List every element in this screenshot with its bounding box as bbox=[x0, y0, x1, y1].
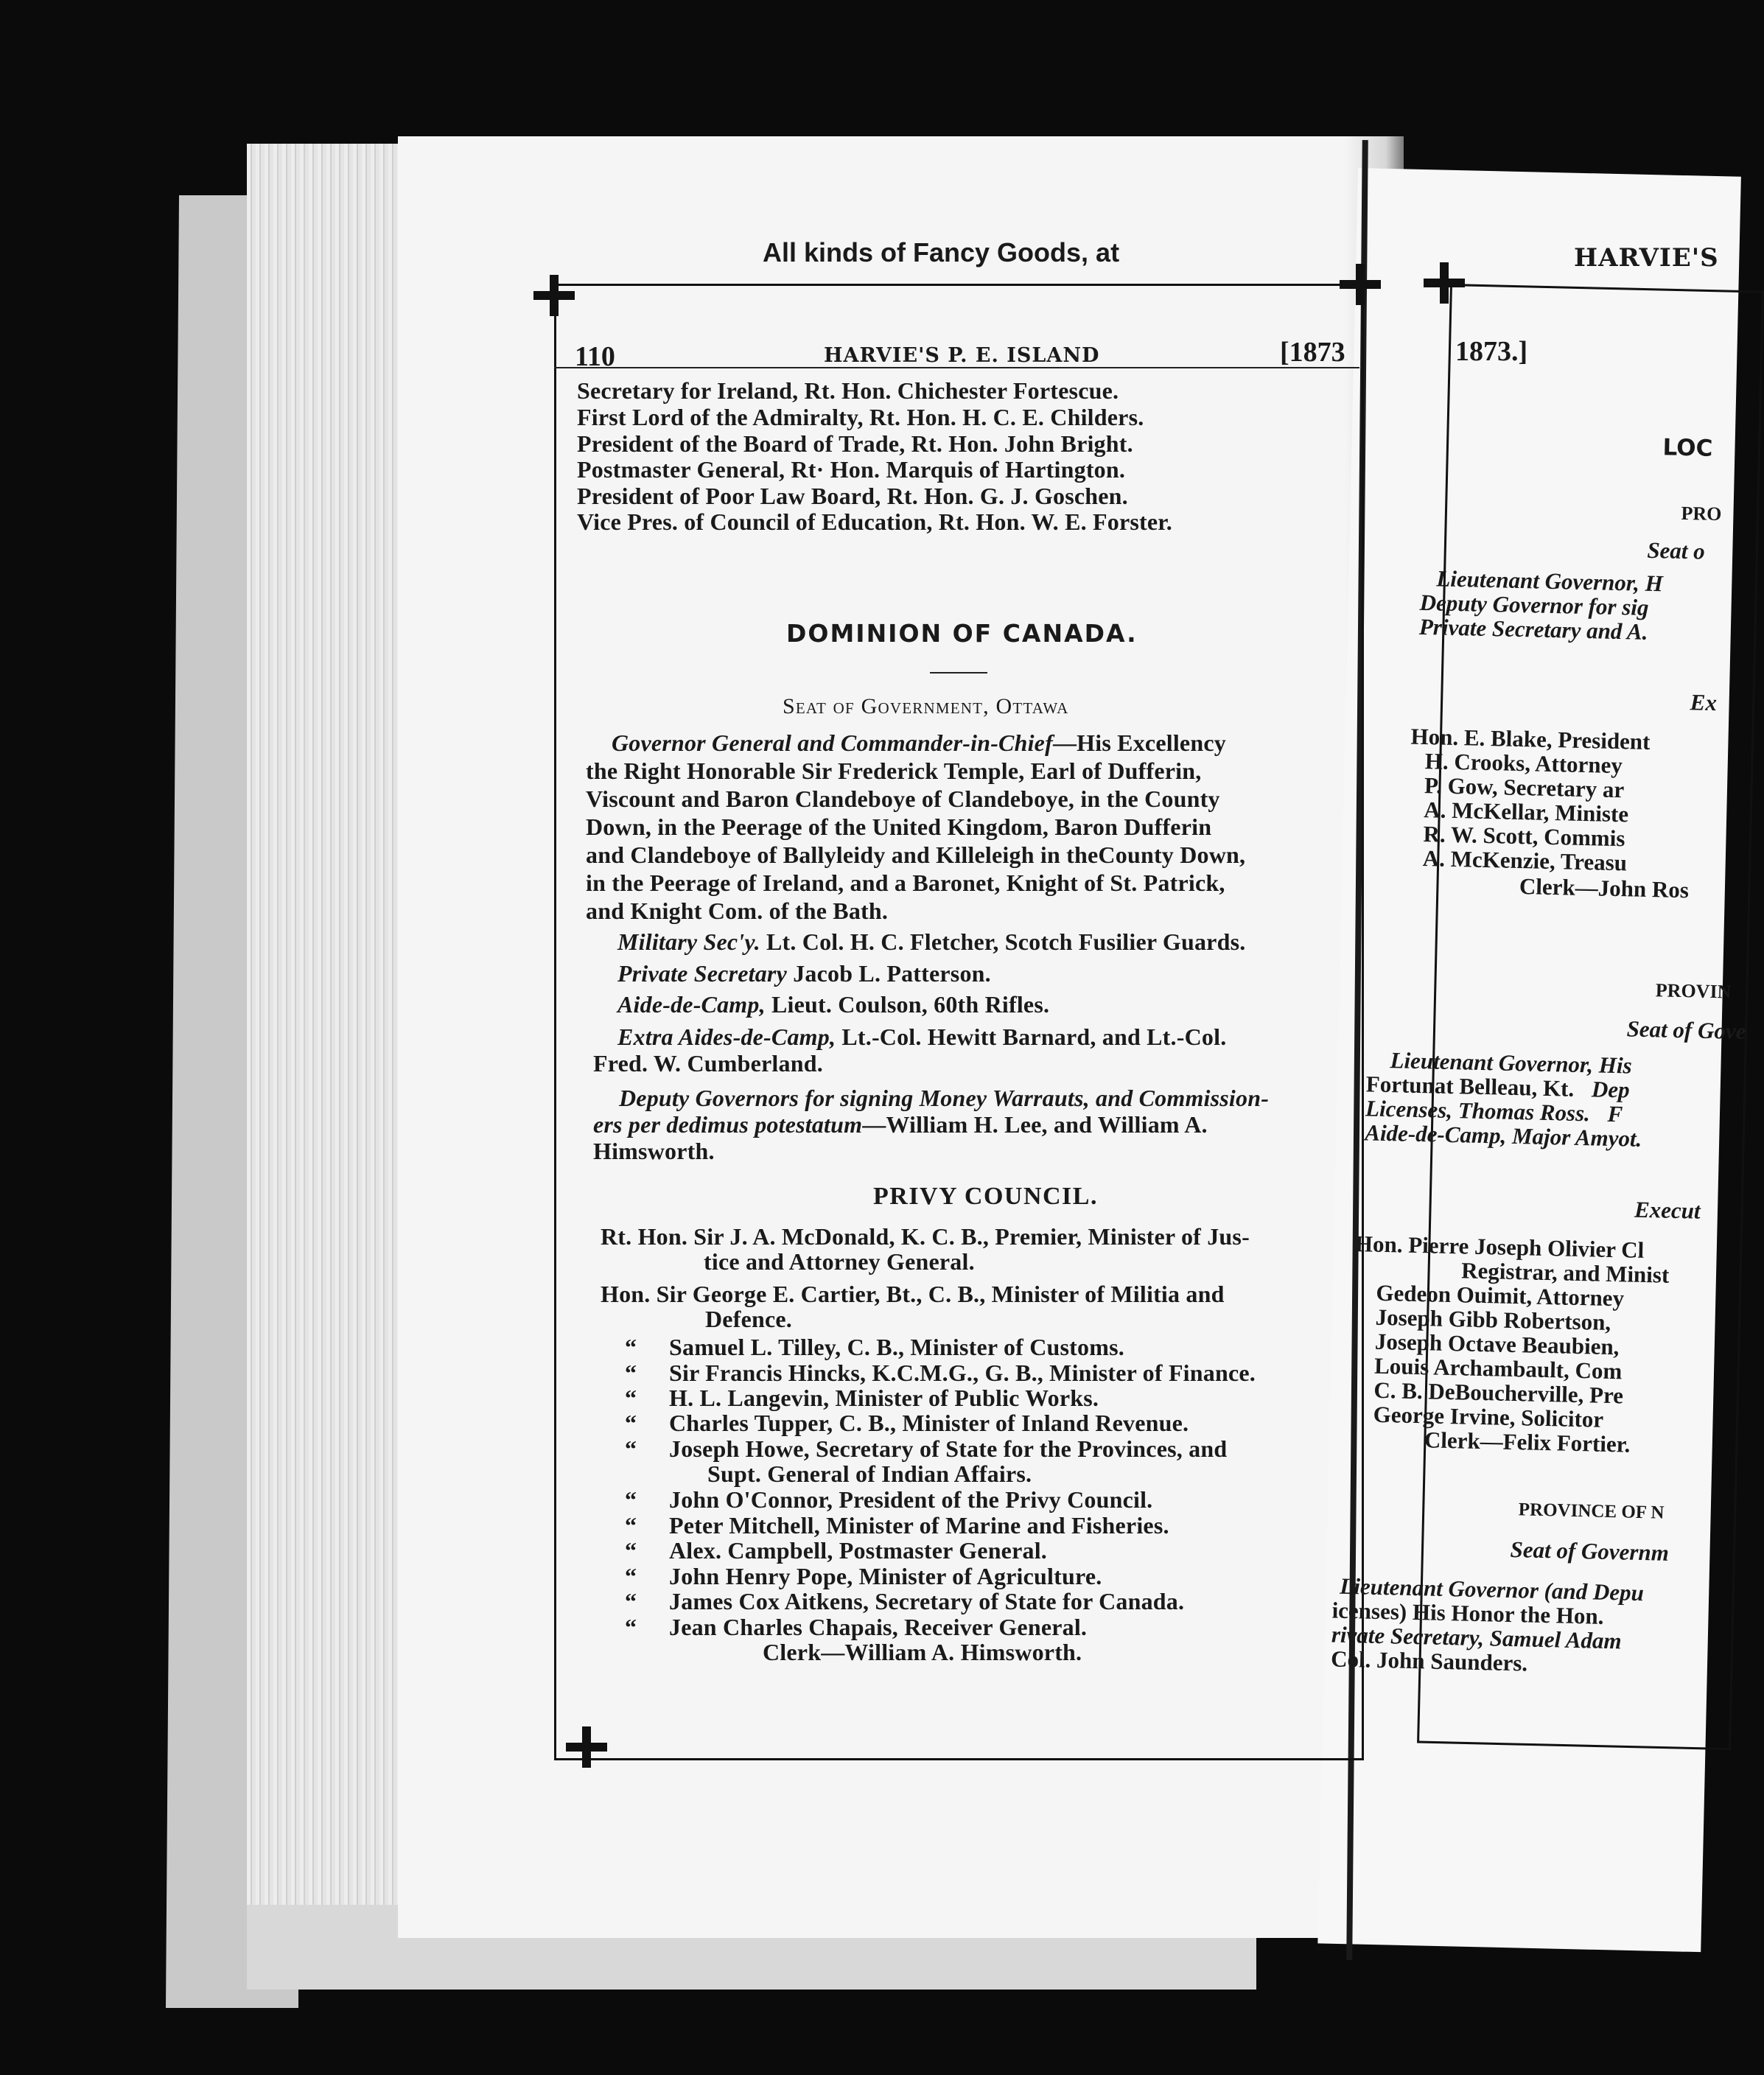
corner-cross-icon bbox=[533, 275, 575, 316]
advert-header: All kinds of Fancy Goods, at bbox=[763, 237, 1120, 267]
staff-role: Aide-de-Camp, bbox=[617, 991, 766, 1018]
right-line: H. Crooks, Attorney bbox=[1424, 748, 1623, 779]
dominion-heading: DOMINION OF CANADA. bbox=[786, 619, 1138, 648]
running-title: HARVIE'S P. E. ISLAND bbox=[824, 344, 1100, 367]
member-line: Samuel L. Tilley, C. B., Minister of Customs. bbox=[669, 1334, 1124, 1360]
right-line: Clerk—Felix Fortier. bbox=[1424, 1427, 1631, 1458]
member-line: James Cox Aitkens, Secretary of State for Canada. bbox=[669, 1588, 1185, 1614]
page-number: 110 bbox=[575, 341, 615, 372]
ditto-mark: “ bbox=[625, 1588, 637, 1614]
right-line: rivate Secretary, Samuel Adam bbox=[1331, 1621, 1623, 1654]
right-subheading: PRO bbox=[1681, 502, 1722, 525]
right-line-fragment: F bbox=[1607, 1100, 1623, 1127]
staff-line bbox=[617, 928, 1245, 956]
right-line: Deputy Governor for sig bbox=[1419, 589, 1649, 620]
right-line: Seat o bbox=[1647, 536, 1706, 564]
governor-line: the Right Honorable Sir Frederick Temple, Earl of Dufferin, bbox=[586, 757, 1202, 784]
clerk-line: Clerk—William A. Himsworth. bbox=[763, 1639, 1082, 1665]
right-line: Execut bbox=[1634, 1196, 1701, 1224]
cabinet-line: Vice Pres. of Council of Education, Rt. Hon. W. E. Forster. bbox=[577, 508, 1172, 535]
staff-line-cont: Fred. W. Cumberland. bbox=[593, 1050, 823, 1077]
staff-name: Lt. Col. H. C. Fletcher, Scotch Fusilier Guards. bbox=[760, 928, 1246, 955]
member-line: John Henry Pope, Minister of Agriculture. bbox=[669, 1563, 1102, 1589]
deputy-line: Himsworth. bbox=[593, 1138, 715, 1164]
governor-line: in the Peerage of Ireland, and a Baronet, Knight of St. Patrick, bbox=[586, 869, 1225, 896]
member-line: John O'Connor, President of the Privy Council. bbox=[669, 1486, 1153, 1513]
right-line: Joseph Octave Beaubien, bbox=[1374, 1328, 1620, 1360]
staff-role: Military Sec'y. bbox=[617, 928, 760, 955]
deputy-names: —William H. Lee, and William A. bbox=[862, 1111, 1208, 1138]
staff-role: Extra Aides-de-Camp, bbox=[617, 1023, 836, 1050]
cabinet-line: First Lord of the Admiralty, Rt. Hon. H. C. E. Childers. bbox=[577, 404, 1144, 430]
right-line: Clerk—John Ros bbox=[1519, 873, 1690, 903]
right-line: Private Secretary and A. bbox=[1418, 613, 1648, 645]
right-line: Lieutenant Governor, H bbox=[1436, 565, 1664, 597]
right-line: A. McKellar, Ministe bbox=[1423, 797, 1629, 827]
privy-line: Hon. Sir George E. Cartier, Bt., C. B., Minister of Militia and bbox=[601, 1281, 1225, 1307]
right-line: Gedeon Ouimit, Attorney bbox=[1376, 1279, 1625, 1312]
staff-name: Lieut. Coulson, 60th Rifles. bbox=[765, 991, 1050, 1018]
cabinet-line: Postmaster General, Rt· Hon. Marquis of Hartington. bbox=[577, 456, 1126, 483]
deputy-line bbox=[593, 1111, 1208, 1138]
member-line: Jean Charles Chapais, Receiver General. bbox=[669, 1614, 1088, 1640]
right-line-text: Licenses, Thomas Ross. bbox=[1365, 1095, 1591, 1127]
staff-role: Private Secretary bbox=[617, 960, 787, 987]
deputy-role: Deputy Governors for signing Money Warrauts, and Commission- bbox=[619, 1085, 1270, 1111]
right-line: C. B. DeBoucherville, Pre bbox=[1373, 1376, 1624, 1409]
right-line: Seat of Governm bbox=[1510, 1536, 1670, 1566]
right-subheading: PROVINCE OF N bbox=[1518, 1500, 1665, 1523]
cabinet-line: President of Poor Law Board, Rt. Hon. G. J. Goschen. bbox=[577, 483, 1128, 509]
page-year: [1873 bbox=[1280, 337, 1345, 368]
right-subheading: PROVIN bbox=[1655, 979, 1732, 1003]
member-line: Sir Francis Hincks, K.C.M.G., G. B., Minister of Finance. bbox=[669, 1360, 1256, 1386]
right-line-text: Lieutenant Governor, His bbox=[1390, 1047, 1633, 1079]
member-line: Charles Tupper, C. B., Minister of Inland Revenue. bbox=[669, 1410, 1189, 1436]
member-line: Peter Mitchell, Minister of Marine and Fisheries. bbox=[669, 1512, 1169, 1539]
right-line: Louis Archambault, Com bbox=[1373, 1352, 1623, 1385]
governor-line: Viscount and Baron Clandeboye of Clandeboye, in the County bbox=[586, 785, 1220, 812]
cabinet-line: President of the Board of Trade, Rt. Hon. John Bright. bbox=[577, 430, 1133, 457]
right-line: George Irvine, Solicitor bbox=[1373, 1401, 1604, 1432]
ditto-mark: “ bbox=[625, 1614, 637, 1640]
privy-heading: PRIVY COUNCIL. bbox=[873, 1183, 1098, 1210]
privy-line: Rt. Hon. Sir J. A. McDonald, K. C. B., Premier, Minister of Jus- bbox=[601, 1223, 1250, 1250]
right-page-year: 1873.] bbox=[1455, 336, 1528, 367]
right-line: Hon. E. Blake, President bbox=[1410, 723, 1651, 755]
right-line: Joseph Gibb Robertson, bbox=[1375, 1304, 1611, 1336]
right-line: A. McKenzie, Treasu bbox=[1422, 845, 1628, 876]
right-line: Seat of Gove bbox=[1626, 1015, 1746, 1045]
ditto-mark: “ bbox=[625, 1537, 637, 1564]
page-edges bbox=[247, 144, 416, 1942]
right-line-fragment: Dep bbox=[1591, 1076, 1631, 1103]
staff-line bbox=[617, 960, 991, 987]
right-heading: LOC bbox=[1662, 434, 1713, 462]
right-line: Aide-de-Camp, Major Amyot. bbox=[1364, 1119, 1642, 1152]
staff-name: Lt.-Col. Hewitt Barnard, and Lt.-Col. bbox=[836, 1023, 1227, 1050]
header-rule bbox=[554, 367, 1359, 368]
right-running-title: HARVIE'S bbox=[1574, 243, 1719, 273]
ditto-mark: “ bbox=[625, 1360, 637, 1386]
ditto-mark: “ bbox=[625, 1512, 637, 1539]
right-page-text-block bbox=[1328, 236, 1746, 1791]
seat-heading: Seat of Government, Ottawa bbox=[783, 694, 1069, 718]
ditto-mark: “ bbox=[625, 1385, 637, 1411]
member-line: Alex. Campbell, Postmaster General. bbox=[669, 1537, 1047, 1564]
governor-text: —His Excellency bbox=[1052, 729, 1226, 756]
staff-name: Jacob L. Patterson. bbox=[787, 960, 991, 987]
right-line: Hon. Pierre Joseph Olivier Cl bbox=[1354, 1231, 1645, 1263]
member-line: H. L. Langevin, Minister of Public Works. bbox=[669, 1385, 1099, 1411]
right-page-text bbox=[1330, 236, 1746, 1754]
privy-line: tice and Attorney General. bbox=[704, 1248, 975, 1275]
privy-line: Defence. bbox=[705, 1306, 792, 1332]
right-line: R. W. Scott, Commis bbox=[1423, 821, 1625, 852]
right-line: icenses) His Honor the Hon. bbox=[1331, 1597, 1604, 1629]
ditto-mark: “ bbox=[625, 1435, 637, 1462]
governor-line: and Clandeboye of Ballyleidy and Killeleigh in theCounty Down, bbox=[586, 841, 1246, 868]
governor-role: Governor General and Commander-in-Chief bbox=[612, 729, 1053, 756]
section-rule bbox=[930, 672, 987, 673]
staff-line bbox=[617, 991, 1049, 1018]
right-line: Col. John Saunders. bbox=[1330, 1645, 1528, 1676]
corner-cross-icon bbox=[566, 1726, 607, 1768]
governor-line: Down, in the Peerage of the United Kingdom, Baron Dufferin bbox=[586, 813, 1212, 840]
right-line: Lieutenant Governor (and Depu bbox=[1340, 1572, 1645, 1606]
ditto-mark: “ bbox=[625, 1334, 637, 1360]
ditto-mark: “ bbox=[625, 1486, 637, 1513]
right-line: P. Gow, Secretary ar bbox=[1424, 772, 1625, 803]
member-line-cont: Supt. General of Indian Affairs. bbox=[707, 1460, 1032, 1487]
deputy-role-cont: ers per dedimus potestatum bbox=[593, 1111, 863, 1138]
staff-line bbox=[617, 1023, 1226, 1051]
right-line: Registrar, and Minist bbox=[1460, 1257, 1670, 1288]
right-line-text: Fortunat Belleau, Kt. bbox=[1365, 1071, 1575, 1102]
member-line: Joseph Howe, Secretary of State for the Provinces, and bbox=[669, 1435, 1228, 1462]
ditto-mark: “ bbox=[625, 1410, 637, 1436]
right-line: Ex bbox=[1690, 689, 1718, 716]
governor-line: and Knight Com. of the Bath. bbox=[586, 897, 889, 924]
cabinet-line: Secretary for Ireland, Rt. Hon. Chichester Fortescue. bbox=[577, 377, 1119, 404]
governor-first-line bbox=[612, 729, 1226, 757]
ditto-mark: “ bbox=[625, 1563, 637, 1589]
